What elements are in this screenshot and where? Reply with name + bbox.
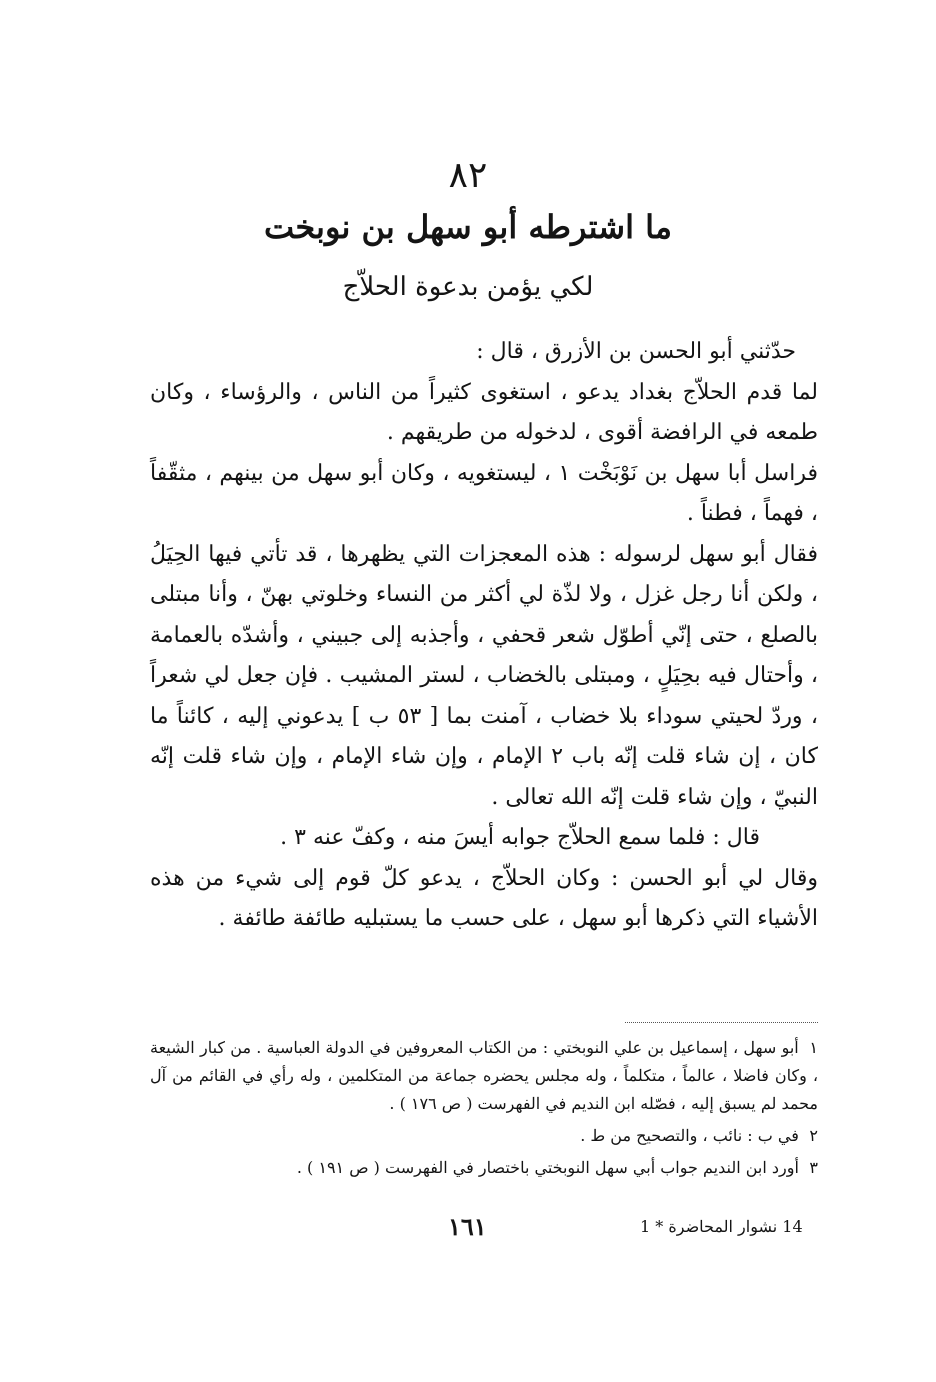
footnote-marker: ١ — [809, 1038, 818, 1057]
footnotes — [150, 1034, 818, 1186]
footnote-marker: ٣ — [809, 1158, 818, 1177]
footnote — [150, 1122, 818, 1150]
paragraph: فقال أبو سهل لرسوله : هذه المعجزات التي يظهرها ، قد تأتي فيها الحِيَلُ ، ولكن أنا رجل غزل ، ولا لذّة لي أكثر من النساء وخلوتي بهنّ ، وأنا مبتلى بالصلع ، حتى إنّي أطوّل شعر قحفي ، وأجذبه إلى جبيني ، وأشدّه بالعمامة ، وأحتال فيه بحِيَلٍ ، ومبتلى بالخضاب ، لستر المشيب . فإن جعل لي شعراً ، وردّ لحيتي سوداء بلا خضاب ، آمنت بما [ ٥٣ ب ] يدعوني إليه ، كائناً ما كان ، إن شاء قلت إنّه باب ٢ الإمام ، وإن شاء الإمام ، وإن شاء قلت إنّه النبيّ ، وإن شاء قلت إنّه الله تعالى . — [150, 541, 818, 810]
chapter-subtitle: لكي يؤمن بدعوة الحلاّج — [342, 272, 594, 302]
page-number: ١٦١ — [448, 1212, 487, 1241]
paragraph: وقال لي أبو الحسن : وكان الحلاّج ، يدعو كلّ قوم إلى شيء من هذه الأشياء التي ذكرها أبو سهل ، على حسب ما يستبليه طائفة طائفة . — [150, 865, 818, 931]
footnote-text: أبو سهل ، إسماعيل بن علي النوبختي : من الكتاب المعروفين في الدولة العباسية . من كبار الشيعة ، وكان فاضلا ، عالماً ، متكلماً ، وله مجلس يحضره جماعة من المتكلمين ، وله رأي في القائم من آل محمد لم يسبق إليه ، فصّله ابن النديم في الفهرست ( ص ١٧٦ ) . — [150, 1038, 818, 1113]
footnote-text: أورد ابن النديم جواب أبي سهل النوبختي باختصار في الفهرست ( ص ١٩١ ) . — [296, 1158, 799, 1177]
chapter-number: ٨٢ — [448, 155, 488, 196]
footnote-marker: ٢ — [809, 1126, 818, 1145]
footnote-text: في ب : نائب ، والتصحيح من ط . — [580, 1126, 799, 1145]
body-text — [150, 332, 818, 940]
chapter-title: ما اشترطه أبو سهل بن نوبخت — [263, 208, 673, 246]
printer-signature: 14 نشوار المحاضرة * 1 — [640, 1217, 803, 1236]
paragraph: فراسل أبا سهل بن نَوْبَخْت ١ ، ليستغويه ، وكان أبو سهل من بينهم ، مثقّفاً ، فهماً ، فطناً . — [150, 460, 818, 526]
paragraph: قال : فلما سمع الحلاّج جوابه أيسَ منه ، وكفّ عنه ٣ . — [280, 825, 760, 850]
paragraph: لما قدم الحلاّج بغداد يدعو ، استغوى كثيراً من الناس ، والرؤساء ، وكان طمعه في الرافضة أقوى ، لدخوله من طريقهم . — [150, 379, 818, 445]
paragraph: حدّثني أبو الحسن بن الأزرق ، قال : — [476, 339, 796, 364]
footnote-divider — [625, 1022, 818, 1023]
footnote — [150, 1034, 818, 1118]
footnote — [150, 1154, 818, 1182]
